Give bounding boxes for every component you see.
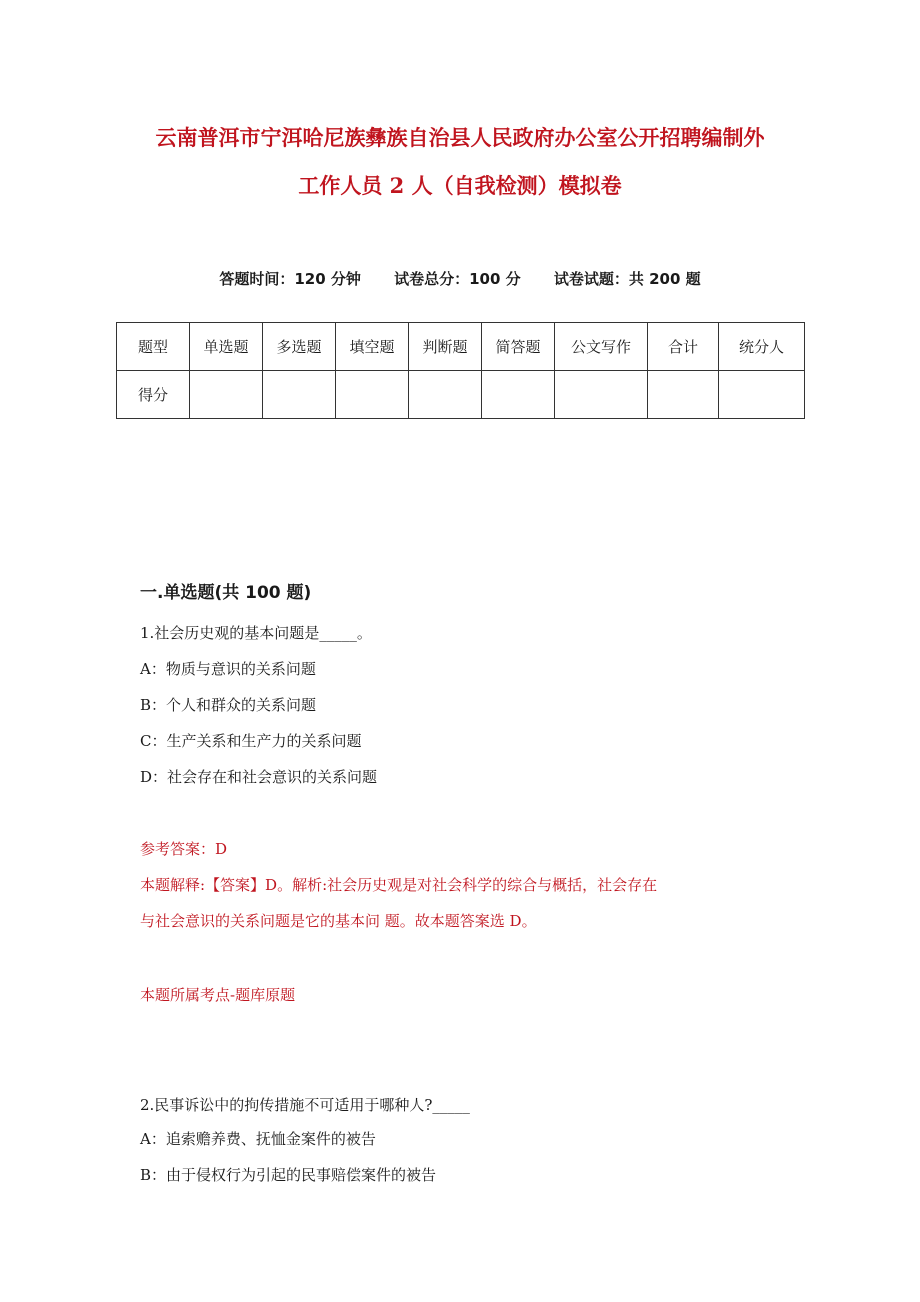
score-cell: [719, 371, 805, 419]
score-table-header-row: [117, 323, 805, 371]
question-1-answer: 参考答案：D: [140, 840, 228, 858]
header-cell: 单选题: [190, 323, 263, 371]
question-1-explanation-line-2: 与社会意识的关系问题是它的基本问 题。故本题答案选 D。: [140, 912, 537, 930]
question-1-stem: 1.社会历史观的基本问题是_____。: [140, 624, 372, 642]
exam-time: 答题时间：120 分钟: [219, 270, 361, 288]
score-table-score-row: [117, 371, 805, 419]
header-cell: 简答题: [482, 323, 555, 371]
question-1-option-b: B：个人和群众的关系问题: [140, 696, 317, 714]
question-1-explanation-line-1: 本题解释:【答案】D。解析:社会历史观是对社会科学的综合与概括，社会存在: [140, 876, 658, 894]
exam-total-score: 试卷总分：100 分: [394, 270, 521, 288]
question-1-source: 本题所属考点-题库原题: [140, 986, 296, 1004]
document-title-line-1: 云南普洱市宁洱哈尼族彝族自治县人民政府办公室公开招聘编制外: [155, 125, 765, 150]
score-cell: [409, 371, 482, 419]
score-cell: [555, 371, 648, 419]
question-2-option-b: B：由于侵权行为引起的民事赔偿案件的被告: [140, 1166, 437, 1184]
header-cell: 多选题: [263, 323, 336, 371]
header-cell: 合计: [648, 323, 719, 371]
header-cell: 公文写作: [555, 323, 648, 371]
header-cell: 题型: [117, 323, 190, 371]
score-cell: [263, 371, 336, 419]
document-title-line-2: 工作人员 2 人（自我检测）模拟卷: [298, 173, 622, 198]
score-table: [116, 322, 805, 419]
question-2-option-a: A：追索赡养费、抚恤金案件的被告: [140, 1130, 376, 1148]
section-title: 一.单选题(共 100 题): [140, 583, 312, 603]
header-cell: 统分人: [719, 323, 805, 371]
score-cell: [336, 371, 409, 419]
question-1-option-a: A：物质与意识的关系问题: [140, 660, 316, 678]
exam-meta: [0, 268, 920, 289]
score-cell: [648, 371, 719, 419]
question-2-stem: 2.民事诉讼中的拘传措施不可适用于哪种人?_____: [140, 1096, 470, 1114]
question-1-option-c: C：生产关系和生产力的关系问题: [140, 732, 362, 750]
question-1-option-d: D：社会存在和社会意识的关系问题: [140, 768, 378, 786]
header-cell: 填空题: [336, 323, 409, 371]
score-row-label: 得分: [117, 371, 190, 419]
exam-question-count: 试卷试题：共 200 题: [553, 270, 701, 288]
score-cell: [482, 371, 555, 419]
score-cell: [190, 371, 263, 419]
header-cell: 判断题: [409, 323, 482, 371]
